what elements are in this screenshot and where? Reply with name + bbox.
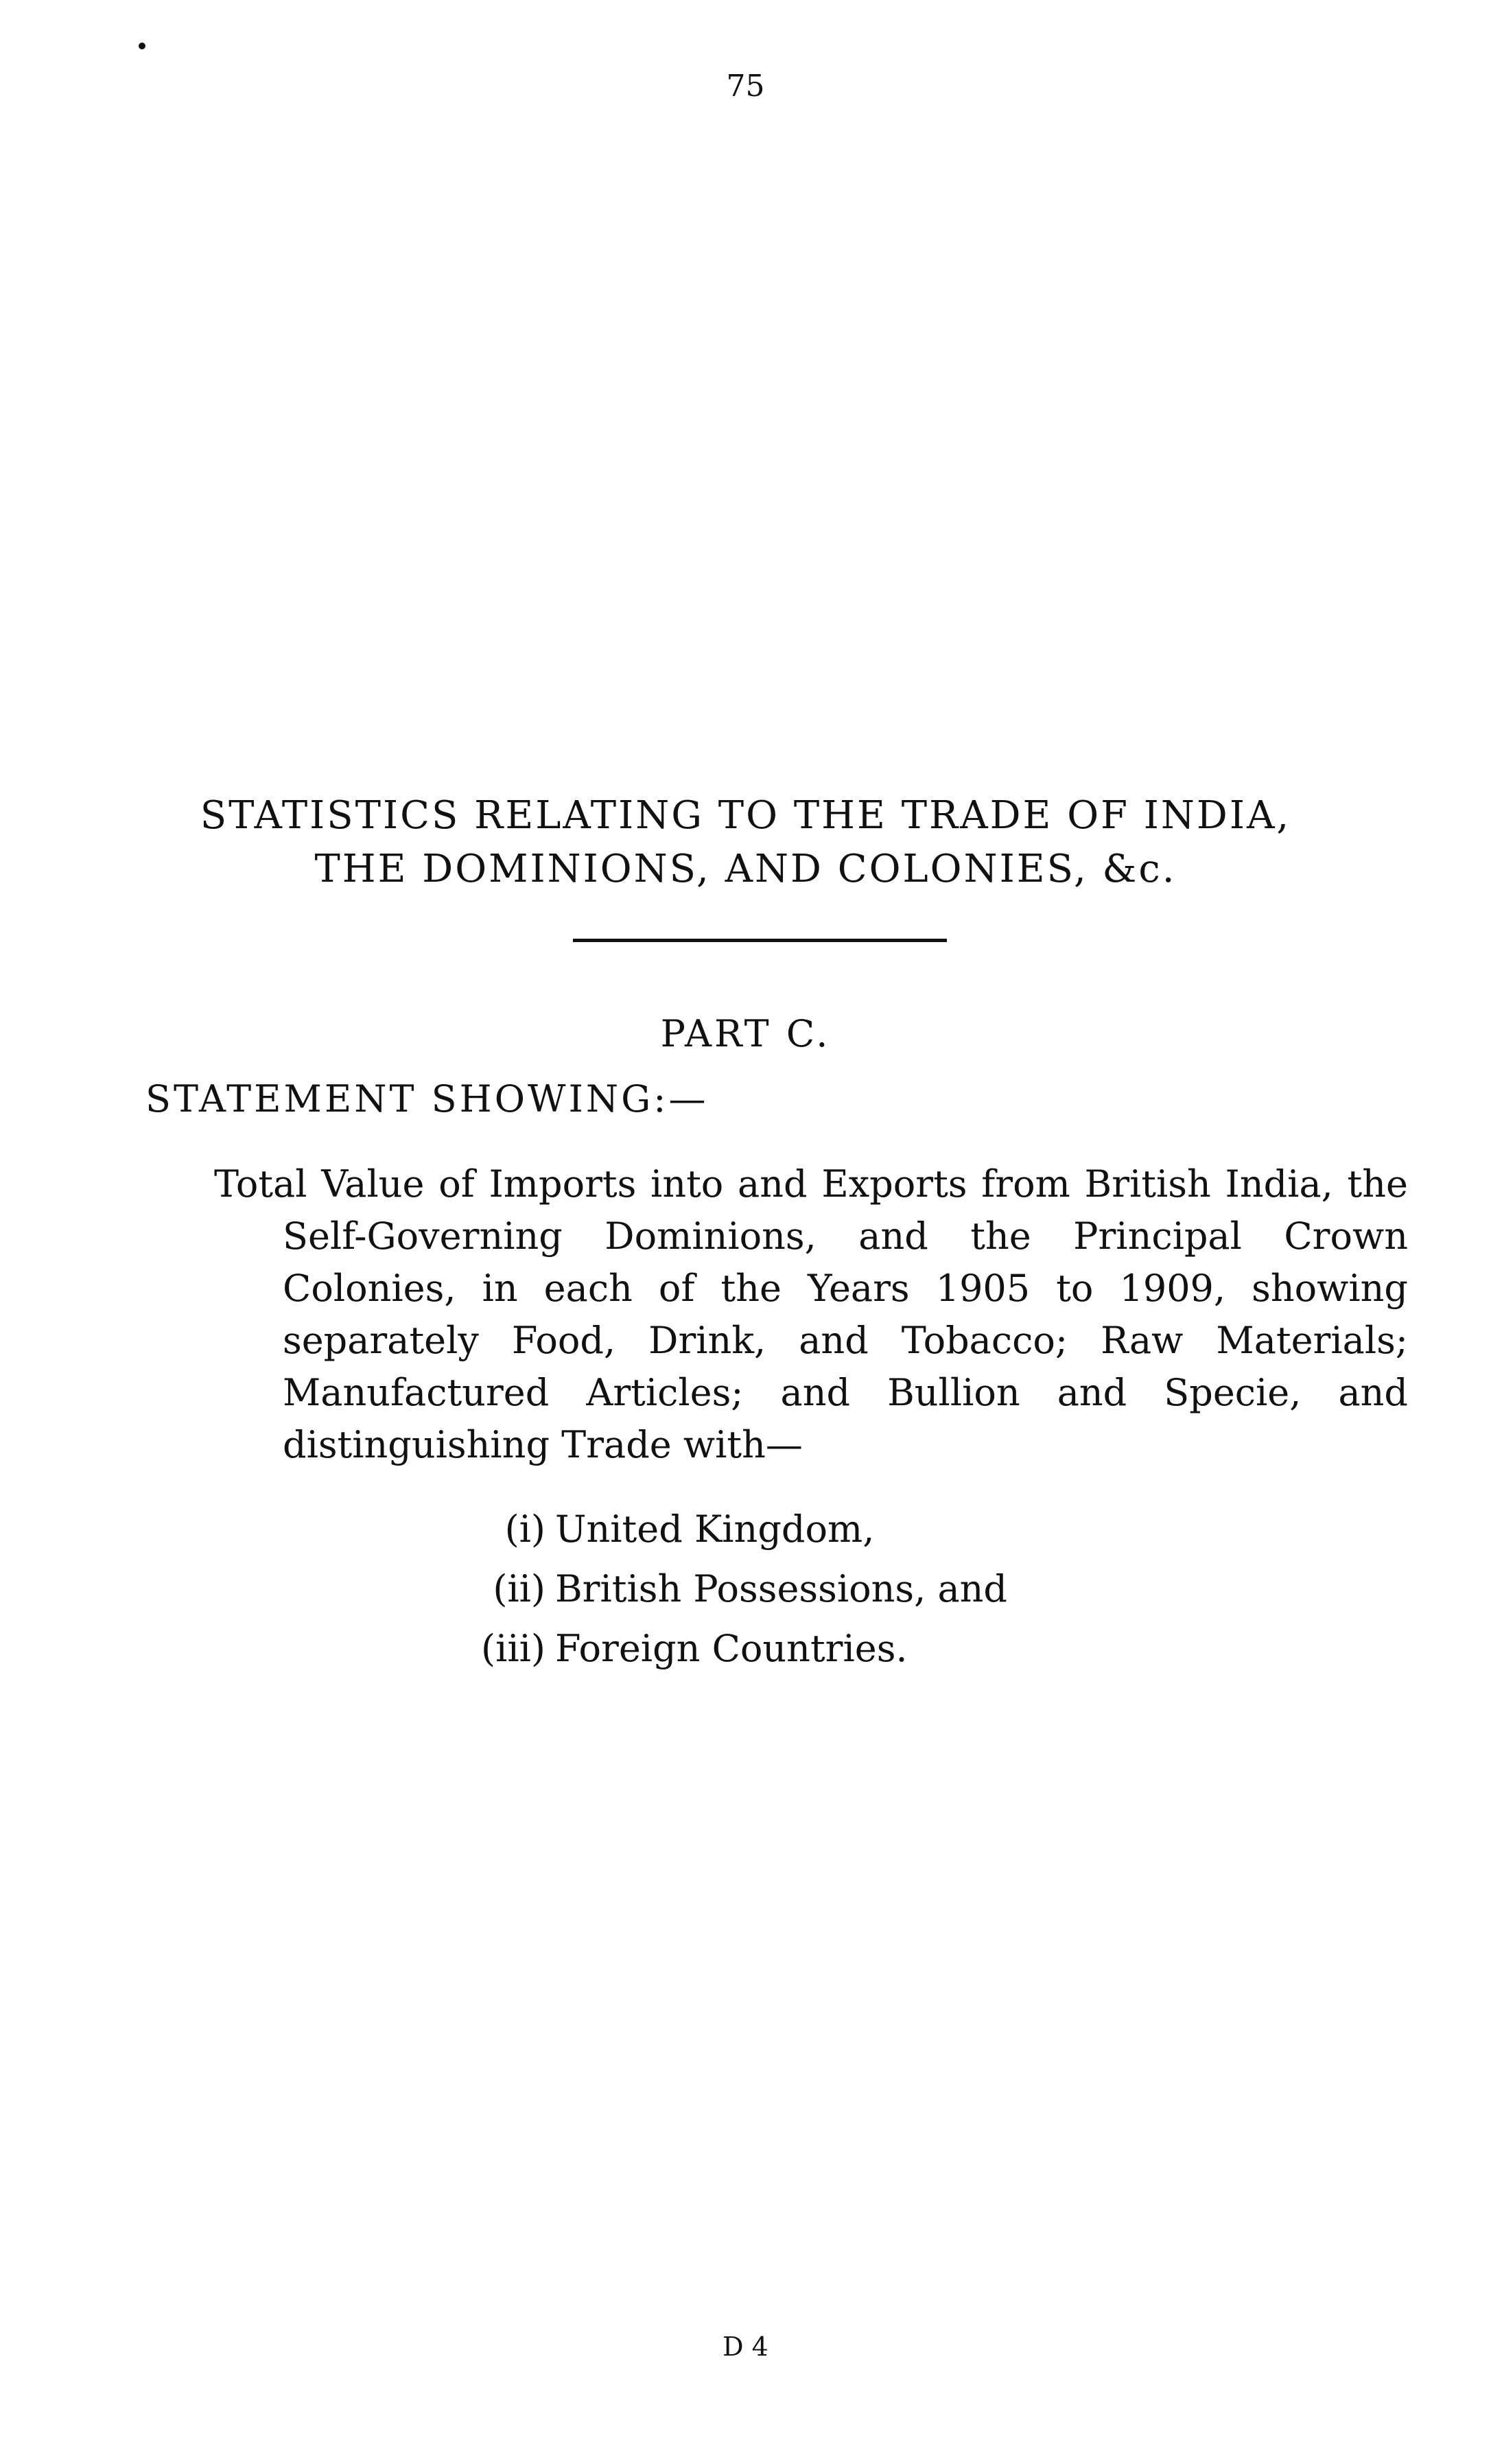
statement-description: Total Value of Imports into and Exports from British India, the Self-Governing Dominions, and the Principal Crown Colonies, in each of the Years 1905 to 1909, showing separately Food, Drink, and Tobacco; Raw Materials; Manufactured Articles; and Bullion and Specie, and distinguishing Trade with— xyxy=(214,1162,1408,1466)
title-divider xyxy=(573,939,947,942)
trade-list xyxy=(453,1499,1007,1678)
list-item xyxy=(453,1559,1007,1619)
title-line-2: THE DOMINIONS, AND COLONIES, &c. xyxy=(314,847,1177,891)
list-item-number: (ii) xyxy=(493,1567,545,1610)
statement-heading: STATEMENT SHOWING:— xyxy=(145,1077,709,1120)
list-item xyxy=(453,1619,1007,1678)
list-item xyxy=(453,1499,1007,1559)
list-item-number: (iii) xyxy=(481,1627,545,1670)
list-item-label: Foreign Countries. xyxy=(555,1627,908,1670)
document-title xyxy=(0,789,1491,896)
list-item-label: British Possessions, and xyxy=(555,1567,1007,1610)
signature-mark: D 4 xyxy=(723,2332,768,2362)
title-line-1: STATISTICS RELATING TO THE TRADE OF INDIA, xyxy=(200,793,1291,838)
stray-dot xyxy=(139,43,145,49)
list-item-number: (i) xyxy=(504,1507,545,1551)
part-heading: PART C. xyxy=(660,1012,831,1055)
list-item-label: United Kingdom, xyxy=(555,1507,875,1551)
page-number: 75 xyxy=(726,69,765,104)
